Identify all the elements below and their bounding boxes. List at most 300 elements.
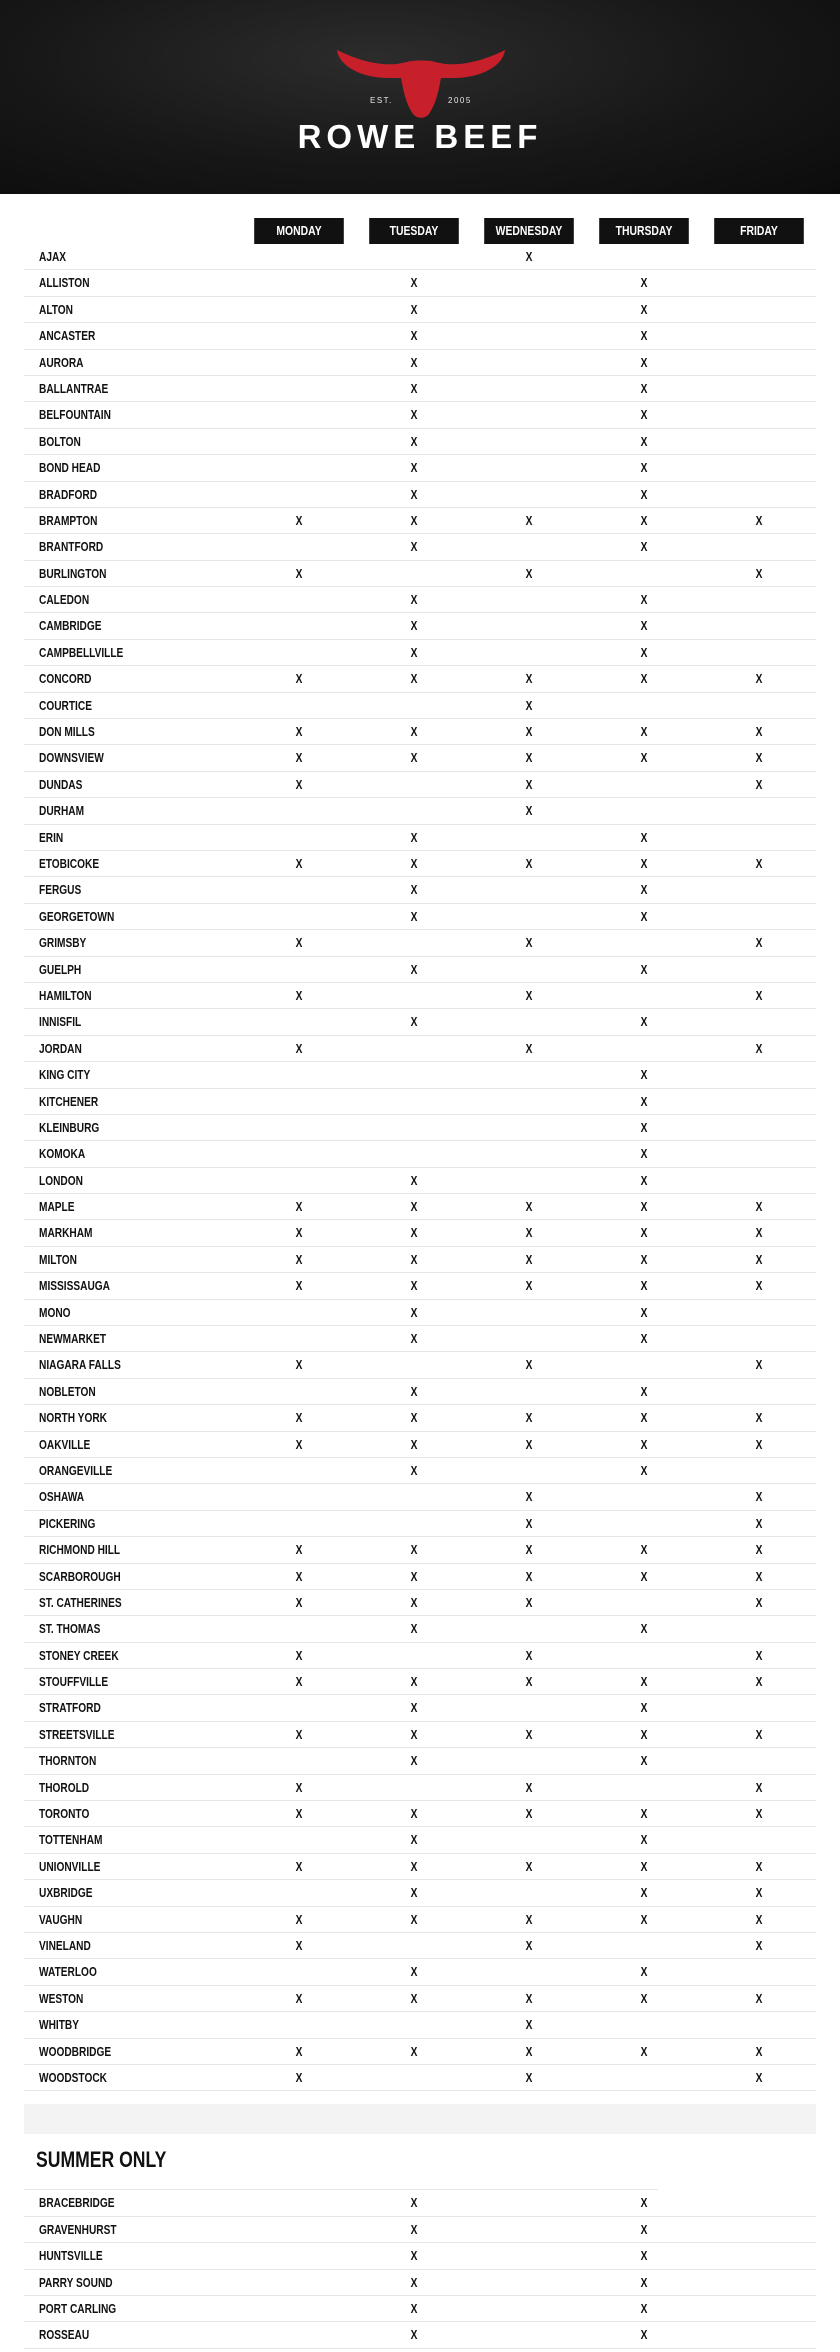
- delivery-mark-wednesday: X: [525, 1225, 533, 1241]
- longhorn-logo-icon: [335, 44, 507, 120]
- table-row: [24, 798, 816, 824]
- table-row: [24, 1669, 816, 1695]
- delivery-mark-thursday: X: [640, 2221, 648, 2237]
- delivery-mark-wednesday: X: [525, 1806, 533, 1822]
- table-row: [24, 429, 816, 455]
- town-name: BALLANTRAE: [39, 380, 109, 396]
- table-row: [24, 1643, 816, 1669]
- delivery-mark-thursday: X: [640, 882, 648, 898]
- day-header-wednesday: WEDNESDAY: [484, 218, 574, 244]
- town-name: KLEINBURG: [39, 1119, 100, 1135]
- delivery-mark-tuesday: X: [410, 380, 418, 396]
- table-row: [24, 1695, 816, 1721]
- delivery-mark-thursday: X: [640, 592, 648, 608]
- town-name: GRAVENHURST: [39, 2221, 117, 2237]
- delivery-mark-wednesday: X: [525, 1040, 533, 1056]
- delivery-mark-thursday: X: [640, 2300, 648, 2316]
- table-row: [24, 693, 816, 719]
- delivery-mark-monday: X: [295, 1594, 303, 1610]
- delivery-mark-monday: X: [295, 1938, 303, 1953]
- delivery-mark-wednesday: X: [525, 1357, 533, 1373]
- delivery-mark-friday: X: [755, 1594, 763, 1610]
- town-name: UNIONVILLE: [39, 1858, 101, 1874]
- delivery-mark-monday: X: [295, 1674, 303, 1690]
- delivery-mark-thursday: X: [640, 1700, 648, 1716]
- delivery-mark-thursday: X: [640, 1251, 648, 1267]
- delivery-mark-friday: X: [755, 1647, 763, 1663]
- delivery-mark-thursday: X: [640, 328, 648, 344]
- delivery-mark-wednesday: X: [525, 724, 533, 740]
- delivery-mark-tuesday: X: [410, 724, 418, 740]
- delivery-mark-friday: X: [755, 565, 763, 581]
- delivery-mark-tuesday: X: [410, 2195, 418, 2211]
- town-name: COURTICE: [39, 697, 92, 713]
- town-name: ORANGEVILLE: [39, 1462, 113, 1478]
- delivery-mark-thursday: X: [640, 1014, 648, 1030]
- delivery-mark-wednesday: X: [525, 1489, 533, 1505]
- delivery-mark-friday: X: [755, 1674, 763, 1690]
- table-row: [24, 1827, 816, 1853]
- delivery-mark-tuesday: X: [410, 1990, 418, 2006]
- delivery-mark-monday: X: [295, 1568, 303, 1584]
- table-row: [24, 1379, 816, 1405]
- delivery-mark-thursday: X: [640, 354, 648, 370]
- table-row: [24, 1537, 816, 1563]
- table-row: [24, 1458, 816, 1484]
- delivery-mark-thursday: X: [640, 407, 648, 423]
- town-name: MARKHAM: [39, 1225, 93, 1241]
- table-row: [24, 1880, 816, 1906]
- table-row: [24, 1115, 816, 1141]
- town-name: BURLINGTON: [39, 565, 107, 581]
- delivery-mark-monday: X: [295, 565, 303, 581]
- table-row: [24, 1062, 816, 1088]
- delivery-mark-wednesday: X: [525, 565, 533, 581]
- town-name: PORT CARLING: [39, 2300, 117, 2316]
- delivery-mark-tuesday: X: [410, 1858, 418, 1874]
- town-name: BELFOUNTAIN: [39, 407, 111, 423]
- delivery-mark-tuesday: X: [410, 433, 418, 449]
- site-header: [0, 0, 840, 194]
- delivery-mark-tuesday: X: [410, 460, 418, 476]
- town-name: MISSISSAUGA: [39, 1278, 110, 1294]
- delivery-mark-monday: X: [295, 776, 303, 792]
- delivery-mark-thursday: X: [640, 1199, 648, 1215]
- delivery-mark-monday: X: [295, 1911, 303, 1927]
- delivery-mark-friday: X: [755, 935, 763, 951]
- delivery-mark-wednesday: X: [525, 1515, 533, 1531]
- delivery-mark-tuesday: X: [410, 2221, 418, 2237]
- town-name: GEORGETOWN: [39, 908, 115, 924]
- table-row: [24, 561, 816, 587]
- delivery-mark-tuesday: X: [410, 328, 418, 344]
- day-header-monday: MONDAY: [254, 218, 344, 244]
- delivery-mark-monday: X: [295, 750, 303, 766]
- table-row: [24, 1564, 816, 1590]
- delivery-mark-monday: X: [295, 935, 303, 951]
- town-name: GRIMSBY: [39, 935, 87, 951]
- table-row: [24, 323, 816, 349]
- delivery-mark-tuesday: X: [410, 1594, 418, 1610]
- delivery-mark-monday: X: [295, 1436, 303, 1452]
- table-row: [24, 2322, 816, 2348]
- table-row: [24, 270, 816, 296]
- table-row: [24, 877, 816, 903]
- delivery-mark-thursday: X: [640, 460, 648, 476]
- delivery-mark-tuesday: X: [410, 1700, 418, 1716]
- delivery-mark-tuesday: X: [410, 1462, 418, 1478]
- table-row: [24, 1986, 816, 2012]
- table-row: [24, 772, 816, 798]
- town-name: WOODBRIDGE: [39, 2043, 112, 2059]
- delivery-mark-wednesday: X: [525, 935, 533, 951]
- town-name: CALEDON: [39, 592, 90, 608]
- town-name: ANCASTER: [39, 328, 96, 344]
- town-name: MILTON: [39, 1251, 77, 1267]
- delivery-mark-tuesday: X: [410, 1726, 418, 1742]
- delivery-mark-monday: X: [295, 1199, 303, 1215]
- delivery-mark-tuesday: X: [410, 354, 418, 370]
- table-row: [24, 1273, 816, 1299]
- delivery-mark-thursday: X: [640, 829, 648, 845]
- delivery-mark-tuesday: X: [410, 1172, 418, 1188]
- table-row: [24, 1801, 816, 1827]
- delivery-mark-tuesday: X: [410, 512, 418, 528]
- delivery-mark-thursday: X: [640, 2195, 648, 2211]
- delivery-mark-tuesday: X: [410, 1832, 418, 1848]
- delivery-mark-thursday: X: [640, 486, 648, 502]
- delivery-mark-tuesday: X: [410, 882, 418, 898]
- delivery-mark-wednesday: X: [525, 987, 533, 1003]
- delivery-mark-tuesday: X: [410, 1251, 418, 1267]
- table-row: [24, 2296, 816, 2322]
- table-row: [24, 297, 816, 323]
- delivery-mark-tuesday: X: [410, 2274, 418, 2290]
- table-row: [24, 482, 816, 508]
- delivery-mark-friday: X: [755, 1885, 763, 1901]
- delivery-mark-thursday: X: [640, 855, 648, 871]
- delivery-mark-wednesday: X: [525, 2017, 533, 2033]
- delivery-mark-monday: X: [295, 1410, 303, 1426]
- delivery-mark-thursday: X: [640, 1568, 648, 1584]
- delivery-mark-tuesday: X: [410, 671, 418, 687]
- delivery-mark-thursday: X: [640, 1753, 648, 1769]
- delivery-mark-tuesday: X: [410, 1621, 418, 1637]
- table-row: [24, 2270, 816, 2296]
- delivery-mark-friday: X: [755, 2069, 763, 2085]
- town-name: KOMOKA: [39, 1146, 86, 1162]
- town-name: WESTON: [39, 1990, 84, 2006]
- town-name: CAMPBELLVILLE: [39, 644, 124, 660]
- delivery-mark-thursday: X: [640, 1383, 648, 1399]
- table-row: [24, 1933, 816, 1959]
- town-name: STOUFFVILLE: [39, 1674, 109, 1690]
- town-name: VAUGHN: [39, 1911, 83, 1927]
- delivery-mark-tuesday: X: [410, 1304, 418, 1320]
- town-name: ALLISTON: [39, 275, 90, 291]
- delivery-mark-thursday: X: [640, 1726, 648, 1742]
- delivery-mark-wednesday: X: [525, 249, 533, 264]
- table-row: [24, 1194, 816, 1220]
- town-name: STONEY CREEK: [39, 1647, 119, 1663]
- table-row: [24, 534, 816, 560]
- delivery-mark-thursday: X: [640, 539, 648, 555]
- table-row: [24, 376, 816, 402]
- town-name: WHITBY: [39, 2017, 79, 2033]
- town-name: AJAX: [39, 249, 67, 264]
- delivery-mark-tuesday: X: [410, 1806, 418, 1822]
- delivery-mark-thursday: X: [640, 1172, 648, 1188]
- delivery-mark-thursday: X: [640, 1067, 648, 1083]
- delivery-mark-wednesday: X: [525, 1938, 533, 1953]
- delivery-mark-wednesday: X: [525, 2043, 533, 2059]
- table-row: [24, 1247, 816, 1273]
- town-name: LONDON: [39, 1172, 83, 1188]
- town-name: THORNTON: [39, 1753, 97, 1769]
- delivery-mark-tuesday: X: [410, 750, 418, 766]
- delivery-mark-friday: X: [755, 1858, 763, 1874]
- delivery-mark-tuesday: X: [410, 1753, 418, 1769]
- est-label: EST.: [370, 96, 393, 105]
- delivery-mark-wednesday: X: [525, 1726, 533, 1742]
- town-name: WOODSTOCK: [39, 2069, 107, 2085]
- delivery-mark-thursday: X: [640, 1858, 648, 1874]
- town-name: ERIN: [39, 829, 64, 845]
- delivery-mark-friday: X: [755, 724, 763, 740]
- delivery-mark-tuesday: X: [410, 1278, 418, 1294]
- table-row: [24, 2243, 816, 2269]
- delivery-mark-tuesday: X: [410, 301, 418, 317]
- day-header-friday: FRIDAY: [714, 218, 804, 244]
- town-name: CONCORD: [39, 671, 92, 687]
- delivery-mark-monday: X: [295, 671, 303, 687]
- delivery-mark-wednesday: X: [525, 1278, 533, 1294]
- delivery-mark-thursday: X: [640, 750, 648, 766]
- delivery-mark-thursday: X: [640, 1964, 648, 1980]
- table-row: [24, 2190, 816, 2216]
- table-row: [24, 1168, 816, 1194]
- delivery-mark-monday: X: [295, 987, 303, 1003]
- town-name: ST. THOMAS: [39, 1621, 101, 1637]
- town-name: NORTH YORK: [39, 1410, 107, 1426]
- delivery-mark-thursday: X: [640, 1542, 648, 1558]
- delivery-mark-thursday: X: [640, 1225, 648, 1241]
- delivery-mark-thursday: X: [640, 618, 648, 634]
- delivery-mark-friday: X: [755, 1436, 763, 1452]
- table-row: [24, 1089, 816, 1115]
- delivery-mark-thursday: X: [640, 433, 648, 449]
- delivery-mark-tuesday: X: [410, 1199, 418, 1215]
- delivery-mark-monday: X: [295, 1647, 303, 1663]
- delivery-mark-thursday: X: [640, 1093, 648, 1109]
- table-row: [24, 1405, 816, 1431]
- delivery-mark-wednesday: X: [525, 1990, 533, 2006]
- table-row: [24, 1722, 816, 1748]
- town-name: BOND HEAD: [39, 460, 101, 476]
- delivery-mark-friday: X: [755, 1515, 763, 1531]
- delivery-mark-wednesday: X: [525, 1410, 533, 1426]
- delivery-mark-tuesday: X: [410, 2300, 418, 2316]
- table-row: [24, 587, 816, 613]
- town-name: OSHAWA: [39, 1489, 85, 1505]
- table-row: [24, 1141, 816, 1167]
- delivery-mark-tuesday: X: [410, 1911, 418, 1927]
- delivery-mark-tuesday: X: [410, 1410, 418, 1426]
- delivery-mark-tuesday: X: [410, 539, 418, 555]
- town-name: ST. CATHERINES: [39, 1594, 122, 1610]
- delivery-mark-wednesday: X: [525, 1779, 533, 1795]
- delivery-mark-tuesday: X: [410, 1331, 418, 1347]
- delivery-mark-monday: X: [295, 1278, 303, 1294]
- delivery-mark-tuesday: X: [410, 2327, 418, 2343]
- section-divider: [24, 2104, 816, 2134]
- delivery-mark-wednesday: X: [525, 671, 533, 687]
- table-row: [24, 350, 816, 376]
- town-name: DURHAM: [39, 803, 85, 819]
- delivery-mark-wednesday: X: [525, 1911, 533, 1927]
- table-row: [24, 1854, 816, 1880]
- town-name: UXBRIDGE: [39, 1885, 93, 1901]
- delivery-mark-thursday: X: [640, 380, 648, 396]
- day-header-tuesday: TUESDAY: [369, 218, 459, 244]
- table-row: [24, 1511, 816, 1537]
- town-name: JORDAN: [39, 1040, 82, 1056]
- delivery-mark-tuesday: X: [410, 1014, 418, 1030]
- delivery-mark-friday: X: [755, 1779, 763, 1795]
- delivery-mark-monday: X: [295, 1542, 303, 1558]
- delivery-mark-friday: X: [755, 2043, 763, 2059]
- delivery-mark-wednesday: X: [525, 855, 533, 871]
- delivery-mark-monday: X: [295, 1251, 303, 1267]
- delivery-mark-thursday: X: [640, 1436, 648, 1452]
- table-row: [24, 904, 816, 930]
- table-row: [24, 508, 816, 534]
- delivery-mark-friday: X: [755, 1225, 763, 1241]
- town-name: BRANTFORD: [39, 539, 104, 555]
- delivery-mark-thursday: X: [640, 1990, 648, 2006]
- delivery-mark-tuesday: X: [410, 1436, 418, 1452]
- delivery-mark-friday: X: [755, 1990, 763, 2006]
- delivery-mark-wednesday: X: [525, 1436, 533, 1452]
- town-name: ALTON: [39, 301, 73, 317]
- table-row: [24, 1590, 816, 1616]
- delivery-mark-wednesday: X: [525, 750, 533, 766]
- delivery-mark-thursday: X: [640, 2248, 648, 2264]
- delivery-mark-wednesday: X: [525, 1542, 533, 1558]
- delivery-mark-tuesday: X: [410, 275, 418, 291]
- delivery-mark-monday: X: [295, 1779, 303, 1795]
- delivery-mark-wednesday: X: [525, 2069, 533, 2085]
- day-header-thursday: THURSDAY: [599, 218, 689, 244]
- delivery-mark-tuesday: X: [410, 961, 418, 977]
- town-name: NOBLETON: [39, 1383, 96, 1399]
- delivery-mark-tuesday: X: [410, 1225, 418, 1241]
- delivery-mark-thursday: X: [640, 2274, 648, 2290]
- table-row: [24, 1220, 816, 1246]
- town-name: ROSSEAU: [39, 2327, 90, 2343]
- delivery-mark-wednesday: X: [525, 697, 533, 713]
- table-row: [24, 244, 816, 270]
- delivery-mark-thursday: X: [640, 1410, 648, 1426]
- delivery-mark-friday: X: [755, 1806, 763, 1822]
- delivery-mark-monday: X: [295, 1040, 303, 1056]
- town-name: MAPLE: [39, 1199, 75, 1215]
- delivery-mark-monday: X: [295, 2043, 303, 2059]
- delivery-mark-wednesday: X: [525, 1594, 533, 1610]
- delivery-mark-thursday: X: [640, 1331, 648, 1347]
- delivery-mark-monday: X: [295, 1357, 303, 1373]
- table-row: [24, 613, 816, 639]
- delivery-mark-tuesday: X: [410, 618, 418, 634]
- town-name: ETOBICOKE: [39, 855, 100, 871]
- delivery-mark-tuesday: X: [410, 1383, 418, 1399]
- town-name: INNISFIL: [39, 1014, 82, 1030]
- delivery-mark-thursday: X: [640, 301, 648, 317]
- delivery-mark-thursday: X: [640, 275, 648, 291]
- table-row: [24, 1009, 816, 1035]
- delivery-mark-thursday: X: [640, 908, 648, 924]
- delivery-mark-monday: X: [295, 1225, 303, 1241]
- delivery-mark-friday: X: [755, 1542, 763, 1558]
- delivery-mark-friday: X: [755, 1726, 763, 1742]
- delivery-mark-wednesday: X: [525, 1251, 533, 1267]
- delivery-mark-thursday: X: [640, 671, 648, 687]
- delivery-mark-friday: X: [755, 1251, 763, 1267]
- town-name: STREETSVILLE: [39, 1726, 115, 1742]
- table-row: [24, 1775, 816, 1801]
- table-row: [24, 1959, 816, 1985]
- table-row: [24, 825, 816, 851]
- table-row: [24, 1036, 816, 1062]
- delivery-mark-tuesday: X: [410, 1885, 418, 1901]
- delivery-mark-tuesday: X: [410, 908, 418, 924]
- delivery-mark-wednesday: X: [525, 803, 533, 819]
- town-name: RICHMOND HILL: [39, 1542, 121, 1558]
- table-row: [24, 2012, 816, 2038]
- town-name: CAMBRIDGE: [39, 618, 102, 634]
- delivery-mark-wednesday: X: [525, 512, 533, 528]
- delivery-mark-friday: X: [755, 776, 763, 792]
- table-row: [24, 2217, 816, 2243]
- table-row: [24, 1352, 816, 1378]
- delivery-mark-tuesday: X: [410, 644, 418, 660]
- delivery-mark-friday: X: [755, 1410, 763, 1426]
- delivery-mark-thursday: X: [640, 2327, 648, 2343]
- year-label: 2005: [448, 96, 472, 105]
- delivery-mark-tuesday: X: [410, 1542, 418, 1558]
- delivery-mark-tuesday: X: [410, 592, 418, 608]
- delivery-mark-tuesday: X: [410, 2248, 418, 2264]
- delivery-mark-tuesday: X: [410, 1674, 418, 1690]
- delivery-mark-wednesday: X: [525, 1568, 533, 1584]
- delivery-mark-monday: X: [295, 2069, 303, 2085]
- table-row: [24, 666, 816, 692]
- table-row: [24, 930, 816, 956]
- delivery-mark-tuesday: X: [410, 1568, 418, 1584]
- table-row: [24, 1326, 816, 1352]
- town-name: KING CITY: [39, 1067, 91, 1083]
- town-name: BRAMPTON: [39, 512, 98, 528]
- town-name: PARRY SOUND: [39, 2274, 113, 2290]
- town-name: HAMILTON: [39, 987, 92, 1003]
- town-name: WATERLOO: [39, 1964, 97, 1980]
- delivery-mark-tuesday: X: [410, 1964, 418, 1980]
- town-name: BRACEBRIDGE: [39, 2195, 115, 2211]
- town-name: STRATFORD: [39, 1700, 101, 1716]
- table-row: [24, 2065, 816, 2091]
- table-row: [24, 957, 816, 983]
- table-row: [24, 1616, 816, 1642]
